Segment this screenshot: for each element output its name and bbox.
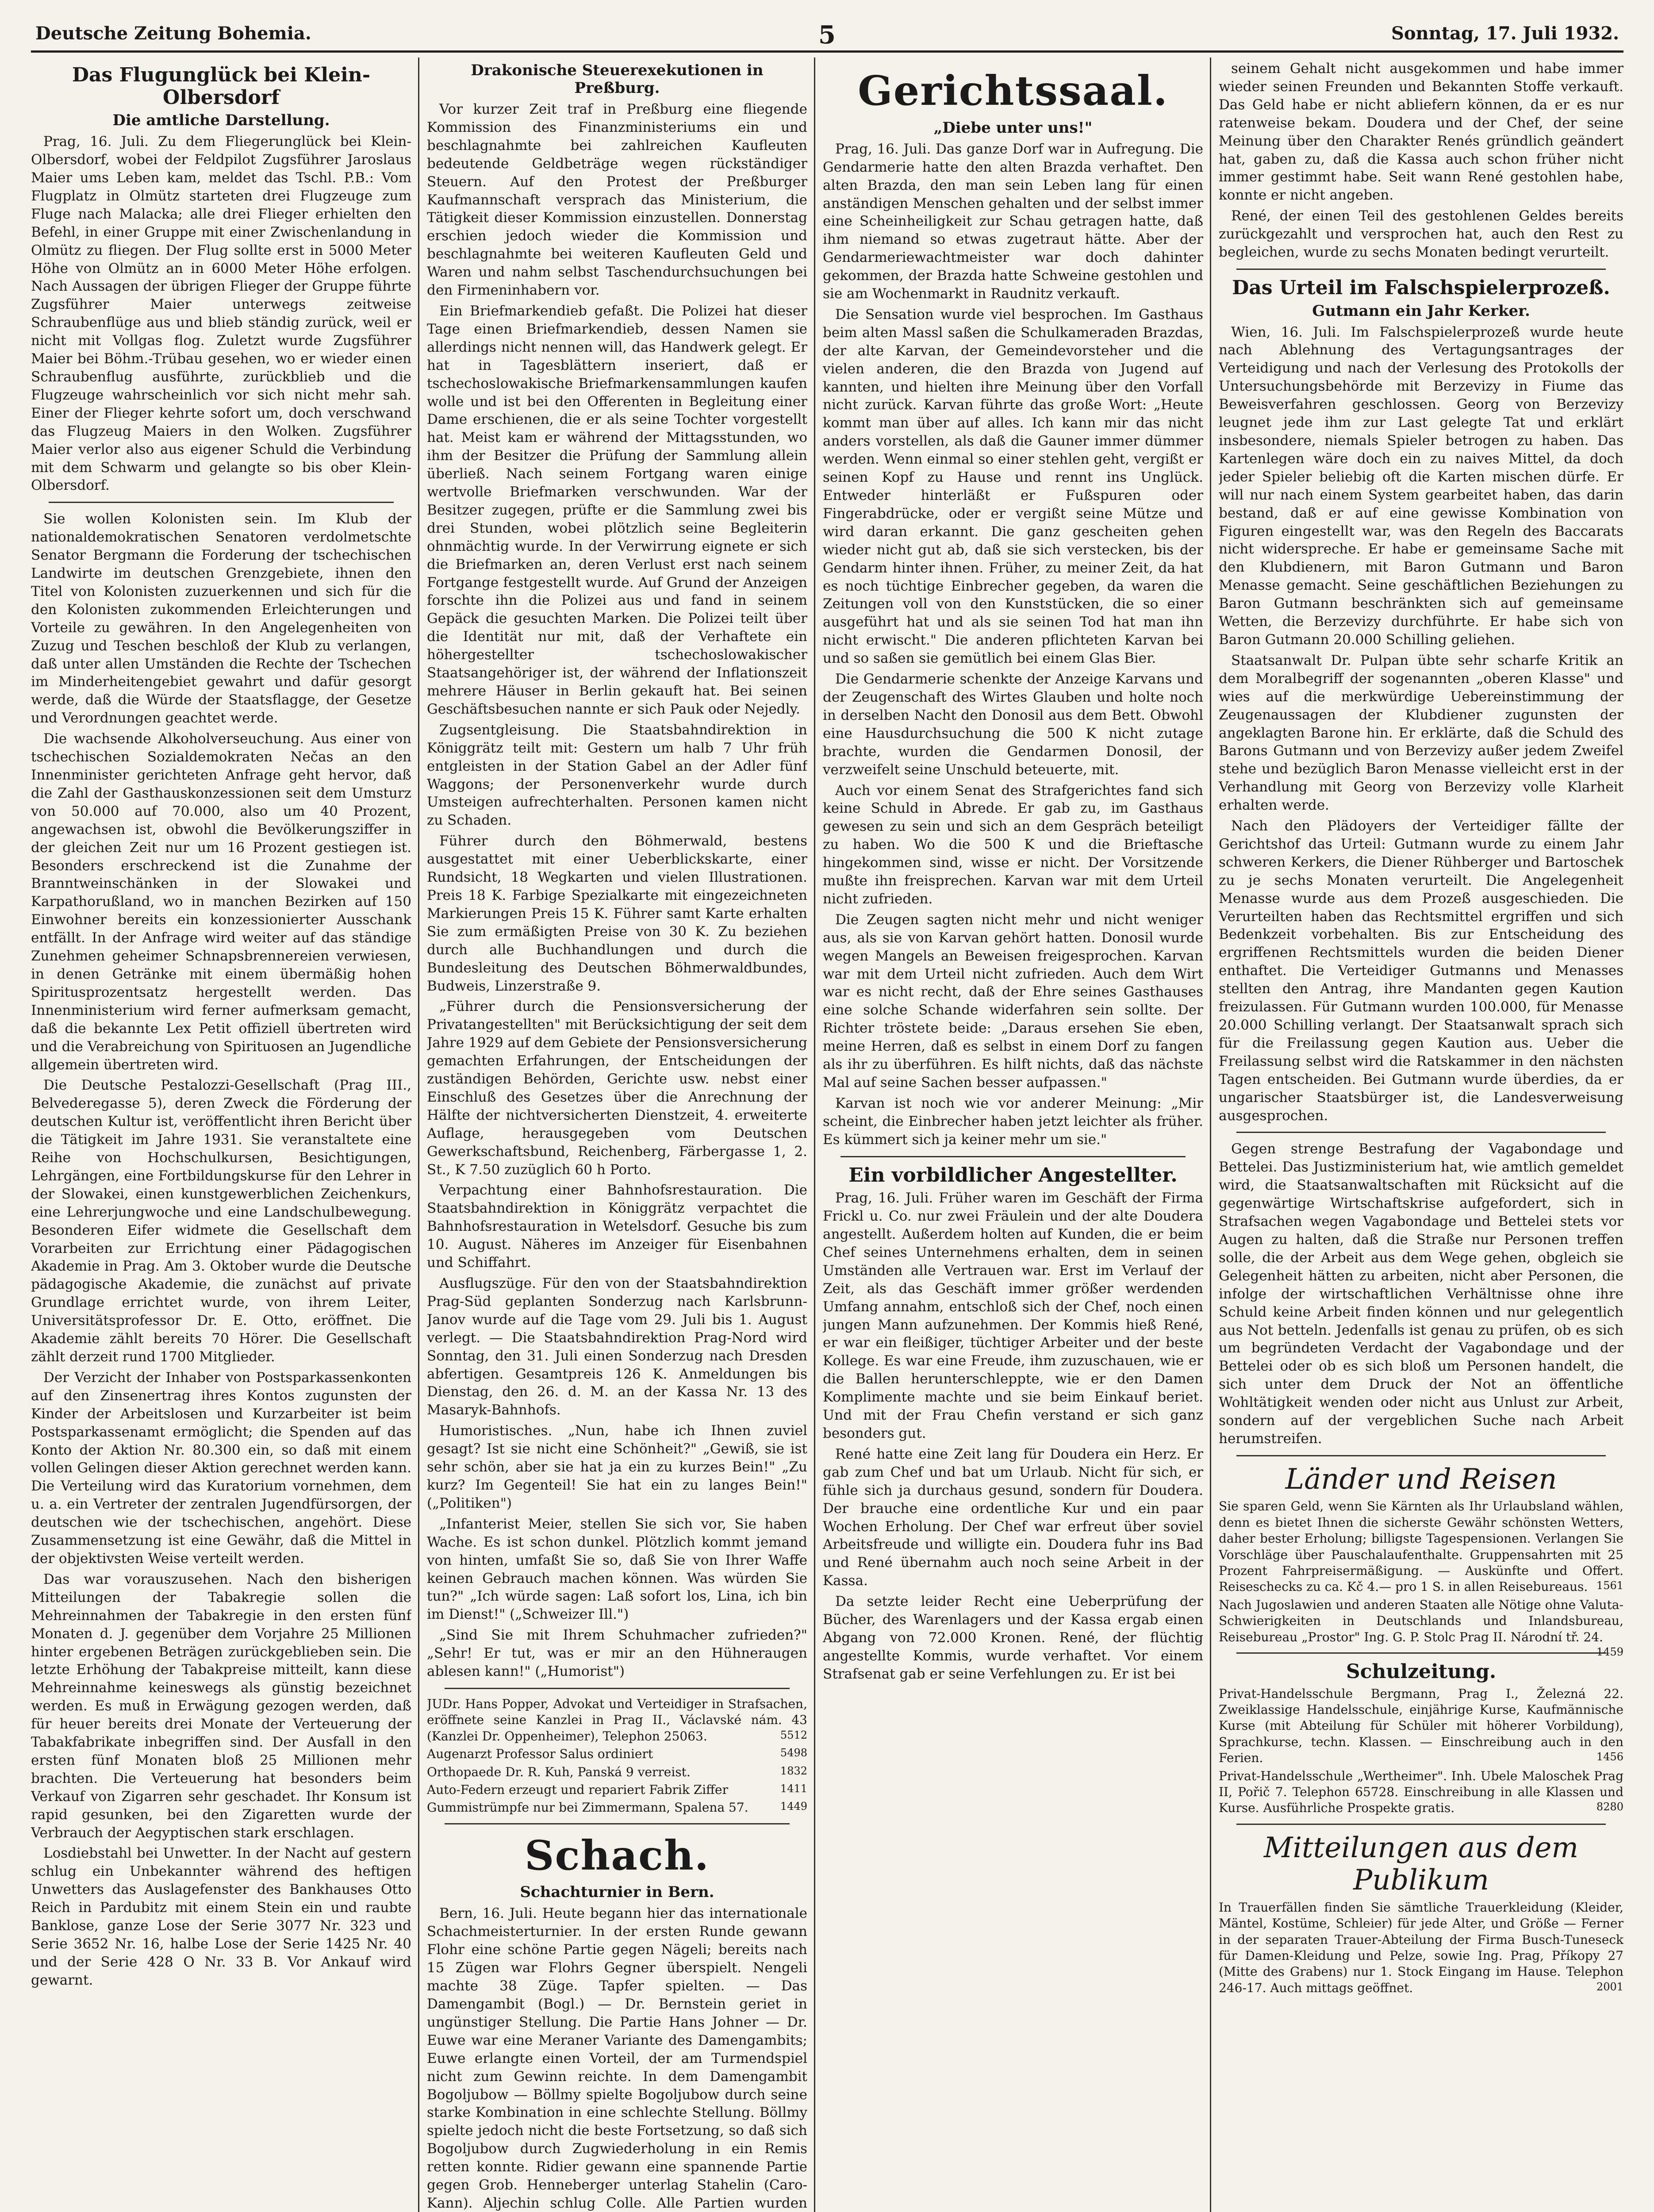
issue-date: Sonntag, 17. Juli 1932. [1391,23,1619,44]
advertisement [427,1746,807,1762]
article-paragraph: Bern, 16. Juli. Heute begann hier das internationale Schachmeisterturnier. In der ersten Runde gewann Flohr eine schöne Partie gegen Nägeli; bereits nach 15 Zügen war Flohrs Gegner überspielt. Nengeli machte 38 Züge. Tapfer spielten. — Das Damengambit (Bogl.) — Dr. Bernstein geriet in ungünstiger Stellung. Die Partie Hans Johner — Dr. Euwe war eine Meraner Variante des Damengambits; Euwe erlangte einen Vorteil, der am Turmendspiel nicht zum Gewinn reichte. In dem Damengambit Bogoljubow — Böllmy spielte Bogoljubow durch seine starke Kombination in eine schlechte Stellung. Böllmy spielte jedoch nicht die beste Fortsetzung, so daß sich Bogoljubow durch Zugwiederholung in ein Remis retten konnte. Ridier gewann eine spannende Partie gegen Grob. Henneberger unterlag Stahelin (Caro-Kann). Aljechin schlug Colle. Alle Partien wurden [427,1905,807,2211]
ad-text: Privat-Handelsschule „Wertheimer". Inh. Ubele Maloschek Prag II, Pořič 7. Telephon 65728. Einschreibung in alle Klassen und Kurse. Ausführliche Prospekte gratis. [1219,1768,1623,1816]
article-paragraph: Losdiebstahl bei Unwetter. In der Nacht auf gestern schlug ein Unbekannter während des heftigen Unwetters das Auslagefenster des Bankhauses Otto Reich in Pardubitz mit einem Stein ein und raubte Banklose, ganze Lose der Serie 3077 Nr. 323 und Serie 3652 Nr. 16, halbe Lose der Serie 1425 Nr. 40 und der Serie 428 O Nr. 33 B. Vor Ankauf wird gewarnt. [31,1845,411,1988]
article-paragraph: Führer durch den Böhmerwald, bestens ausgestattet mit einer Ueberblickskarte, einer Rundsicht, 18 Wegkarten und vielen Illustrationen. Preis 18 K. Farbige Spezialkarte mit eingezeichneten Markierungen Preis 15 K. Führer samt Karte erhalten Sie zum ermäßigten Preise von 30 K. Zu beziehen durch alle Buchhandlungen und durch die Bundesleitung des Deutschen Böhmerwaldbundes, Budweis, Linzerstraße 9. [427,833,807,994]
ad-text: JUDr. Hans Popper, Advokat und Verteidiger in Strafsachen, eröffnete seine Kanzlei in Prag II., Václavské nám. 43 (Kanzlei Dr. Oppenheimer), Telephon 25063. [427,1696,807,1743]
article-paragraph: Gegen strenge Bestrafung der Vagabondage und Bettelei. Das Justizministerium hat, wie amtlich gemeldet wird, die Staatsanwaltschaften mit Rücksicht auf die gegenwärtige Wirtschaftskrise aufgefordert, sich in Strafsachen wegen Vagabondage und Bettelei stets vor Augen zu halten, daß die Straße nur Personen treffen solle, die der Arbeit aus dem Wege gehen, obgleich sie Gelegenheit hätten zu arbeiten, nicht aber Personen, die infolge der wirtschaftlichen Verhältnisse ohne ihre Schuld keine Arbeit finden können und nur gelegentlich aus Not betteln. Jedenfalls ist genau zu prüfen, ob es sich um begründeten Verdacht der Vagabondage und der Bettelei oder ob es sich bloß um Personen handelt, die sich unter dem Druck der Not an öffentliche Wohltätigkeit wenden oder nicht aus Unlust zur Arbeit, sondern auf der vergeblichen Suche nach Arbeit herumstreifen. [1219,1141,1623,1447]
section-divider [1236,1652,1606,1654]
ad-number: 1411 [780,1782,807,1795]
article-paragraph: Staatsanwalt Dr. Pulpan übte sehr scharfe Kritik an dem Moralbegriff der sogenannten „oberen Klasse" und wies auf die merkwürdige Uebereinstimmung der Zeugenaussagen der Klubdiener zugunsten der angeklagten Barone hin. Er erklärte, daß die Schuld des Barons Gutmann und von Berzevizy außer jedem Zweifel stehe und bezüglich Baron Menasse vielleicht erst in der Verhandlung mit Georg von Berzevizy volle Klarheit erhalten werde. [1219,652,1623,814]
ad-text: Auto-Federn erzeugt und repariert Fabrik Ziffer [427,1782,729,1797]
article-paragraph: „Infanterist Meier, stellen Sie sich vor, Sie haben Wache. Es ist schon dunkel. Plötzlich kommt jemand von hinten, umfaßt Sie so, daß Sie von Ihrer Waffe keinen Gebrauch machen können. Was würden Sie tun?" „Ich würde sagen: Laß sofort los, Lina, ich bin im Dienst!" („Schweizer Ill.") [427,1516,807,1623]
subheadline: Die amtliche Darstellung. [112,111,330,130]
column-1 [31,60,411,2212]
article-paragraph: seinem Gehalt nicht ausgekommen und habe immer wieder seinen Freunden und Bekannten Stoffe verkauft. Das Geld habe er nicht abliefern können, da er es nur ratenweise bekam. Doudera und der Chef, der seine Meinung über den Charakter Renés gründlich geändert hat, gaben zu, daß die Kassa auch schon früher nicht immer gestimmt habe. Seit wann René gestohlen habe, konnte er nicht angeben. [1219,61,1623,204]
ad-text: In Trauerfällen finden Sie sämtliche Trauerkleidung (Kleider, Mäntel, Kostüme, Schleier) für jede Alter, und Größe — Ferner in der separaten Trauer-Abteilung der Firma Busch-Tuneseck für Damen-Kleidung und Pelze, sowie Ing. Prag, Příkopy 27 (Mitte des Grabens) nur 1. Stock Eingang im Hause. Telephon 246-17. Auch mittags geöffnet. [1219,1900,1623,1995]
column-4 [1219,60,1623,2212]
section-divider [445,1688,790,1689]
article-paragraph: „Sind Sie mit Ihrem Schuhmacher zufrieden?" „Sehr! Er tut, was er mir an den Hühneraugen ablesen kann!" („Humorist") [427,1627,807,1680]
newspaper-name: Deutsche Zeitung Bohemia. [35,23,311,44]
column-3 [823,60,1203,2212]
ad-text: Augenarzt Professor Salus ordiniert [427,1747,653,1762]
article-paragraph: Nach den Plädoyers der Verteidiger fällte der Gerichtshof das Urteil: Gutmann wurde zu einem Jahr schweren Kerkers, die Diener Rühberger und Bartoschek zu je sechs Monaten verurteilt. Die Angelegenheit Menasse wurde aus dem Prozeß ausgeschieden. Die Verurteilten haben das Rechtsmittel ergriffen und sich Bedenkzeit vorbehalten. Bis zur Entscheidung des ergriffenen Rechtsmittels wurden die beiden Diener enthaftet. Die Verteidiger Gutmanns und Menasses stellten den Antrag, ihre Mandanten gegen Kaution freizulassen. Für Gutmann wurden 100.000, für Menasse 20.000 Schilling verlangt. Der Staatsanwalt sprach sich für die Freilassung gegen Kaution aus. Ueber die Freilassung selbst wird die Ratskammer in den nächsten Tagen entscheiden. Bei Gutmann wurde überdies, da er ungarischer Staatsbürger ist, die Landesverweisung ausgesprochen. [1219,818,1623,1124]
ad-text: Sie sparen Geld, wenn Sie Kärnten als Ihr Urlaubsland wählen, denn es bietet Ihnen die sicherste Gewähr schönsten Wetters, daher bester Erholung; billigste Tagespensionen. Verlangen Sie Vorschläge über Pauschalaufenthalte. Gruppensahrten mit 25 Prozent Fahrpreisermäßigung. — Auskünfte und Offert. Reiseschecks zu ca. Kč 4.— pro 1 S. in allen Reisebureaus. [1219,1499,1623,1594]
article-paragraph: Die Zeugen sagten nicht mehr und nicht weniger aus, als sie von Karvan gehört hatten. Donosil wurde wegen Mangels an Beweisen freigesprochen. Karvan war mit dem Urteil nicht zufrieden. Auch dem Wirt war es nicht recht, daß der Ehre seines Gasthauses eine solche Schande widerfahren sein sollte. Der Richter tröstete beide: „Daraus ersehen Sie eben, meine Herren, daß es selbst in einem Dorf zu fangen als ihr zu überführen. Es hilft nichts, daß das nächste Mal auf seine Sachen besser aufpassen." [823,911,1203,1091]
advertisement [427,1764,807,1780]
ad-number: 1832 [780,1764,807,1777]
section-divider [840,1156,1186,1157]
subheadline: Gutmann ein Jahr Kerker. [1312,302,1530,320]
advertisement [1219,1686,1623,1767]
column-2 [427,60,807,2212]
section-title-mitteilungen: Mitteilungen aus dem Publikum [1263,1831,1579,1897]
ad-number: 1459 [1596,1645,1623,1658]
article-paragraph: Die Deutsche Pestalozzi-Gesellschaft (Prag III., Belvederegasse 5), deren Zweck die Förderung der deutschen Kultur ist, veröffentlicht ihren Bericht über die Tätigkeit im Jahre 1931. Sie veranstaltete eine Reihe von Hochschulkursen, Besichtigungen, Lehrgängen, eine Fortbildungskurse für den Lehrer in der Slowakei, einen kunstgewerblichen Zeichenkurs, eine Lehrerjungwoche und eine Landschulbewegung. Besonderen Eifer widmete die Gesellschaft dem Vorarbeiten zur Errichtung einer Pädagogischen Akademie in Prag. Am 3. Oktober wurde die Deutsche pädagogische Akademie, die zunächst auf private Grundlage errichtet wurde, von ihrem Leiter, Universitätsprofessor Dr. E. Otto, eröffnet. Die Akademie zählt bereits 70 Hörer. Die Gesellschaft zählt derzeit rund 1700 Mitglieder. [31,1077,411,1365]
article-paragraph: Wien, 16. Juli. Im Falschspielerprozeß wurde heute nach Ablehnung des Vertagungsantrages der Verteidigung und nach der Verlesung des Protokolls der Untersuchungsbehörde mit Berzevizy in Fiume das Beweisverfahren geschlossen. Georg von Berzevizy leugnet jede ihm zur Last gelegte Tat und erklärt insbesondere, niemals Spieler betrogen zu haben. Das Kartenlegen wäre doch ein zu naives Mittel, da doch jeder Spieler beliebig oft die Karten mischen dürfe. Er will nur nach einem System gearbeitet haben, das darin bestand, daß er auf eine gewisse Kombination von Figuren eingestellt war, was den Regeln des Baccarats nicht widerspreche. Er habe er gemeinsame Sache mit den Klubdienern, mit Baron Gutmann und Baron Menasse gemacht. Seine geschäftlichen Beziehungen zu Baron Gutmann beschränkten sich auf gemeinsame Wetten, die Berzevizy durchführte. Er habe sich von Baron Gutmann 20.000 Schilling geliehen. [1219,324,1623,648]
article-paragraph: Da setzte leider Recht eine Ueberprüfung der Bücher, des Warenlagers und der Kassa ergab einen Abgang von 72.000 Kronen. René, der flüchtig angestellte Kommis, wurde verhaftet. Vor einem Strafsenat gab er seine Verfehlungen zu. Er ist bei [823,1594,1203,1682]
article-paragraph: „Führer durch die Pensionsversicherung der Privatangestellten" mit Berücksichtigung der seit dem Jahre 1929 auf dem Gebiete der Pensionsversicherung gemachten Erfahrungen, der Entscheidungen der zuständigen Behörden, Gerichte usw. nebst einer Einschluß des Gesetzes über die Anrechnung der Hälfte der nichtversicherten Dienstzeit, 4. erweiterte Auflage, herausgegeben vom Deutschen Gewerkschaftsbund, Reichenberg, Färbergasse 1, 2. St., K 7.50 zuzüglich 60 h Porto. [427,998,807,1178]
article-paragraph: Die Sensation wurde viel besprochen. Im Gasthaus beim alten Massl saßen die Schulkameraden Brazdas, der alte Karvan, der Gemeindevorsteher und die vielen anderen, die den Brazda von Jugend auf kannten, und hielten ihre Meinung über den Vorfall nicht zurück. Karvan führte das große Wort: „Heute kommt man über auf alles. Ich kann mir das nicht anders vorstellen, als daß die Gauner immer dümmer werden. Wenn einmal so einer stehlen geht, vergißt er seinen Kopf zu Hause und rennt ins Unglück. Entweder hinterläßt er Fußspuren oder Fingerabdrücke, oder er vergißt seine Mütze und wird daran erkannt. Die ganz gescheiten gehen wieder nicht gut ab, daß sie sich verstecken, bis der Gendarm hinter ihnen. Früher, zu meiner Zeit, da hat es noch tüchtige Einbrecher gegeben, da waren die Zeitungen voll von den Kunststücken, die so einer ausgeführt hat und als sie seinen Tod hat man ihn nicht erwischt." Die anderen pflichteten Karvan bei und so saßen sie gemütlich bei einem Glas Bier. [823,306,1203,667]
ad-number: 2001 [1596,1980,1623,1993]
article-paragraph: Zugsentgleisung. Die Staatsbahndirektion in Königgrätz teilt mit: Gestern um halb 7 Uhr früh entgleisten in der Station Gabel an der Adler fünf Waggons; der Personenverkehr wurde durch Umsteigen aufrechterhalten. Personen kamen nicht zu Schaden. [427,722,807,829]
section-title-schulzeitung: Schulzeitung. [1346,1660,1497,1683]
article-paragraph: René, der einen Teil des gestohlenen Geldes bereits zurückgezahlt und versprochen hat, auch den Rest zu begleichen, wurde zu sechs Monaten bedingt verurteilt. [1219,208,1623,261]
column-divider [814,58,815,2212]
ad-number: 1456 [1596,1751,1623,1763]
article-paragraph: Karvan ist noch wie vor anderer Meinung: „Mir scheint, die Einbrecher haben jetzt leichter als früher. Es kümmert sich ja keiner mehr um sie." [823,1095,1203,1148]
section-title-gerichtssaal: Gerichtssaal. [858,67,1168,115]
headline-flugunglueck: Das Flugunglück bei Klein-Olbersdorf [72,64,371,109]
advertisement [427,1782,807,1798]
article-paragraph: Prag, 16. Juli. Früher waren im Geschäft der Firma Frickl u. Co. nur zwei Fräulein und der alte Doudera angestellt. Außerdem holten auf Kunden, die er beim Chef seines Unternehmens erhalten, dem in seinen Umständen alle Vertrauen war. Erst im Verlauf der Zeit, als das Geschäft immer größer werdenden Umfang annahm, entschloß sich der Chef, noch einen jungen Mann aufzunehmen. Der Kommis hieß René, er war ein fleißiger, tüchtiger Arbeiter und der beste Kollege. Es war eine Freude, ihm zuzuschauen, wie er die Ballen herunterschleppte, wie er den Damen Komplimente machte und sie beim Einkauf beriet. Und mit der Frau Chefin verstand er sich ganz besonders gut. [823,1190,1203,1442]
article-paragraph: Sie wollen Kolonisten sein. Im Klub der nationaldemokratischen Senatoren verdolmetschte Senator Bergmann die Forderung der tschechischen Landwirte im deutschen Grenzgebiete, ihnen den Titel von Kolonisten zuzuerkennen und sich für die den Kolonisten zukommenden Erleichterungen und Vorteile zu gewähren. In den Angelegenheiten von Zuzug und Teschen beschloß der Klub zu verlangen, daß unter allen Umständen die Rechte der Tschechen im Minderheitengebiet gewahrt und dafür gesorgt werde, daß die Würde der Staatsflagge, der Gesetze und Verordnungen geachtet werde. [31,511,411,726]
page-number: 5 [818,20,836,50]
advertisement [1219,1768,1623,1816]
article-paragraph: Humoristisches. „Nun, habe ich Ihnen zuviel gesagt? Ist sie nicht eine Schönheit?" „Gewiß, sie ist sehr schön, aber sie hat ja ein zu kurzes Bein!" „Zu kurz? Im Gegenteil! Sie hat ein zu langes Bein!" („Politiken") [427,1423,807,1511]
ad-text: Orthopaede Dr. R. Kuh, Panská 9 verreist. [427,1764,691,1779]
subheadline: „Diebe unter uns!" [933,119,1093,137]
section-title-laender-und-reisen: Länder und Reisen [1285,1463,1557,1496]
advertisement [1219,1498,1623,1595]
advertisement [1219,1900,1623,1996]
ad-number: 5512 [780,1728,807,1741]
section-divider [1236,1132,1606,1133]
article-paragraph: Die Gendarmerie schenkte der Anzeige Karvans und der Zeugenschaft des Wirtes Glauben und holte noch in derselben Nacht den Donosil aus dem Bett. Obwohl eine Hausdurchsuchung die 500 K nicht zutage brachte, wurden die Gendarmen Donosil, der verzweifelt seine Unschuld beteuerte, mit. [823,671,1203,778]
headline-steuerexekutionen: Drakonische Steuerexekutionen in Preßburg. [471,61,764,97]
ad-number: 8280 [1596,1801,1623,1813]
section-divider [49,502,394,503]
article-paragraph: Der Verzicht der Inhaber von Postsparkassenkonten auf den Zinsenertrag ihres Kontos zugunsten der Kinder der Arbeitslosen und Kurzarbeiter ist beim Postsparkassenamt ermöglicht; die Spenden auf das Konto der Aktion Nr. 80.300 ein, so daß mit einem vollen Gelingen dieser Aktion gerechnet werden kann. Die Verteilung wird das Kuratorium vornehmen, dem u. a. ein Vertreter der zentralen Jugendfürsorgen, der deutschen wie der tschechischen, angehört. Diese Zusammensetzung ist eine Gewähr, daß die Mittel in der objektivsten Weise verteilt werden. [31,1369,411,1567]
ad-text: Privat-Handelsschule Bergmann, Prag I., Železná 22. Zweiklassige Handelsschule, einjährige Kurse, Kaufmännische Kurse (mit Abteilung für Schüler mit höherer Vorbildung), Sprachkurse, techn. Klassen. — Einschreibung auch in den Ferien. [1219,1686,1623,1766]
ad-number: 1561 [1596,1579,1623,1592]
article-paragraph: Ein Briefmarkendieb gefaßt. Die Polizei hat dieser Tage einen Briefmarkendieb, dessen Namen sie allerdings nicht nennen will, das Handwerk gelegt. Er hat in Tagesblättern inseriert, daß er tschechoslowakische Briefmarkensammlungen kaufen wolle und ist bei den Offerenten in Begleitung einer Dame erschienen, die er als seine Tochter vorgestellt hat. Meist kam er während der Mittagsstunden, wo ihm der Besitzer die Prüfung der Sammlung allein überließ. Nach seinem Fortgang waren einige wertvolle Briefmarken verschwunden. War der Besitzer zugegen, prüfte er die Sammlung zwei bis drei Stunden, wobei plötzlich seine Begleiterin ohnmächtig wurde. In der Verwirrung eignete er sich die Briefmarken an, deren Verlust erst nach seinem Fortgange festgestellt wurde. Auf Grund der Anzeigen forschte ihn die Polizei aus und fand in seinem Gepäck die gesuchten Marken. Die Polizei teilt über die Identität nur mit, daß der Verhaftete ein höhergestellter tschechoslowakischer Staatsangehöriger ist, der während der Inflationszeit mehrere Häuser in Berlin gekauft hat. Bei seinen Geschäftsbesuchen nannte er sich Pauk oder Nejedly. [427,303,807,717]
ad-number: 5498 [780,1747,807,1759]
article-paragraph: Auch vor einem Senat des Strafgerichtes fand sich keine Schuld in Abrede. Er gab zu, im Gasthaus gewesen zu sein und sich an dem Gespräch beteiligt zu haben. Wo die 500 K und die Brieftasche hingekommen sind, wisse er nicht. Der Vorsitzende mußte ihn freisprechen. Karvan war mit dem Urteil nicht zufrieden. [823,782,1203,907]
article-paragraph: Prag, 16. Juli. Zu dem Fliegerunglück bei Klein-Olbersdorf, wobei der Feldpilot Zugsführer Jaroslaus Maier ums Leben kam, meldet das Tschl. P.B.: Vom Flugplatz in Olmütz starteten drei Flugzeuge zum Fluge nach Malacka; alle drei Flieger erhielten den Befehl, in einer Gruppe mit einer Zwischenlandung in Olmütz zu fliegen. Der Flug sollte erst in 5000 Meter Höhe von Olmütz an in 6000 Meter Höhe erfolgen. Nach Aussagen der übrigen Flieger der Gruppe führte Zugsführer Maier unterwegs zeitweise Schraubenflüge aus und blieb ständig zurück, weil er nicht mit Vollgas flog. Zuletzt wurde Zugsführer Maier bei Böhm.-Trübau gesehen, wo er wieder einen Schraubenflug ausführte, zurückblieb und die Flugzeuge wahrscheinlich vor sich nicht mehr sah. Einer der Flieger kehrte sofort um, doch verschwand das Flugzeug Maiers in den Wolken. Zugsführer Maier verlor also aus eigener Schuld die Verbindung mit dem Schwarm und gelangte so bis ober Klein-Olbersdorf. [31,134,411,494]
advertisement [427,1800,807,1816]
section-divider [1236,1824,1606,1825]
article-paragraph: René hatte eine Zeit lang für Doudera ein Herz. Er gab zum Chef und bat um Urlaub. Nicht für sich, er fühle sich ja durchaus gesund, sondern für Doudera. Der brauche eine ordentliche Kur und ein paar Wochen Erholung. Der Chef war erfreut über soviel Arbeitsfreude und willigte ein. Doudera fuhr ins Bad und René übernahm auch noch seine Arbeit in der Kassa. [823,1446,1203,1589]
ad-text: Gummistrümpfe nur bei Zimmermann, Spalena 57. [427,1800,748,1815]
article-paragraph: Vor kurzer Zeit traf in Preßburg eine fliegende Kommission des Finanzministeriums ein und beschlagnahmte bei zahlreichen Kaufleuten bedeutende Geldbeträge wegen rückständiger Steuern. Auf den Protest der Preßburger Kaufmannschaft versprach das Ministerium, die Tätigkeit dieser Kommission einzustellen. Donnerstag erschien jedoch wieder die Kommission und beschlagnahmte bei weiteren Kaufleuten Geld und Waren und nahm selbst Taschendurchsuchungen bei den Firmeninhabern vor. [427,101,807,299]
article-paragraph: Die wachsende Alkoholverseuchung. Aus einer von tschechischen Sozialdemokraten Nečas an den Innenminister gerichteten Anfrage geht hervor, daß die Zahl der Gasthauskonzessionen seit dem Umsturz von 50.000 auf 70.000, also um 40 Prozent, angewachsen ist, obwohl die Bevölkerungsziffer in der gleichen Zeit nur um 16 Prozent gestiegen ist. Besonders erschreckend ist die Zunahme der Branntweinschänken in der Slowakei und Karpathorußland, wo in manchen Bezirken auf 150 Einwohner bereits ein konzessionierter Ausschank entfällt. In der Anfrage wird weiter auf das ständige Zunehmen geheimer Schnapsbrennereien verwiesen, in denen Getränke mit einem übermäßig hohen Spiritusprozentsatz hergestellt werden. Das Innenministerium wird ferner aufmerksam gemacht, daß die bekannte Lex Petit offiziell übertreten wird und die Verabreichung von Spirituosen an Jugendliche allgemein übertreten wird. [31,731,411,1073]
subheadline: Schachturnier in Bern. [520,1883,714,1901]
article-paragraph: Ausflugszüge. Für den von der Staatsbahndirektion Prag-Süd geplanten Sonderzug nach Karlsbrunn-Janov wurde auf die Tage vom 29. Juli bis 1. August verlegt. — Die Staatsbahndirektion Prag-Nord wird Sonntag, den 31. Juli einen Sonderzug nach Dresden abfertigen. Gesamtpreis 126 K. Anmeldungen bis Dienstag, den 26. d. M. an der Kassa Nr. 13 des Masaryk-Bahnhofs. [427,1275,807,1418]
headline-falschspielerprozess: Das Urteil im Falschspielerprozeß. [1232,276,1610,299]
section-divider [1236,1455,1606,1456]
section-divider [445,1823,790,1824]
ad-text: Nach Jugoslawien und anderen Staaten alle Nötige ohne Valuta-Schwierigkeiten in Deutschlands und Inlandsbureau, Reisebureau „Prostor" Ing. G. P. Stolc Prag II. Národní tř. 24. [1219,1597,1623,1644]
article-paragraph: Das war vorauszusehen. Nach den bisherigen Mitteilungen der Tabakregie sollen die Mehreinnahmen der Tabakregie in den ersten fünf Monaten d. J. gegenüber dem Vorjahre 25 Millionen hinter ergebenen Beträgen zurückgeblieben sein. Die letzte Erhöhung der Tabakpreise mitteilt, kann diese Mehreinnahme keineswegs als günstig bezeichnet werden. Es muß in Erwägung gezogen werden, daß für heuer bereits drei Monate der Verteuerung der Tabakfabrikate inbegriffen sind. Der Ausfall in den ersten fünf Monaten bloß 25 Millionen mehr brachten. Die Verteuerung hat besonders beim Verkauf von Zigarren sehr geschadet. Ihr Konsum ist rapid gesunken, bei den Zigaretten wurde der Verbrauch der Aegyptischen stark erschlagen. [31,1571,411,1841]
advertisement [1219,1597,1623,1658]
column-divider [1210,58,1211,2212]
section-divider [1236,269,1606,270]
headline-angestellter: Ein vorbildlicher Angestellter. [848,1164,1178,1187]
column-divider [418,58,419,2212]
article-paragraph: Verpachtung einer Bahnhofsrestauration. Die Staatsbahndirektion in Königgrätz verpachtet die Bahnhofsrestauration in Wetelsdorf. Gesuche bis zum 10. August. Näheres im Anzeiger für Eisenbahnen und Schiffahrt. [427,1182,807,1271]
masthead [31,19,1623,53]
section-title-schach: Schach. [525,1831,710,1879]
advertisement [427,1696,807,1744]
ad-number: 1449 [780,1800,807,1813]
article-paragraph: Prag, 16. Juli. Das ganze Dorf war in Aufregung. Die Gendarmerie hatte den alten Brazda verhaftet. Den alten Brazda, den man sein Leben lang für einen anständigen Menschen gehalten und der selbst immer eine Scheinheiligkeit zur Schau getragen hatte, daß ihm niemand so etwas zugetraut hätte. Aber der Gendarmeriewachtmeister war doch dahinter gekommen, der Brazda hatte Schweine gestohlen und sie am Wochenmarkt in Raudnitz verkauft. [823,141,1203,302]
